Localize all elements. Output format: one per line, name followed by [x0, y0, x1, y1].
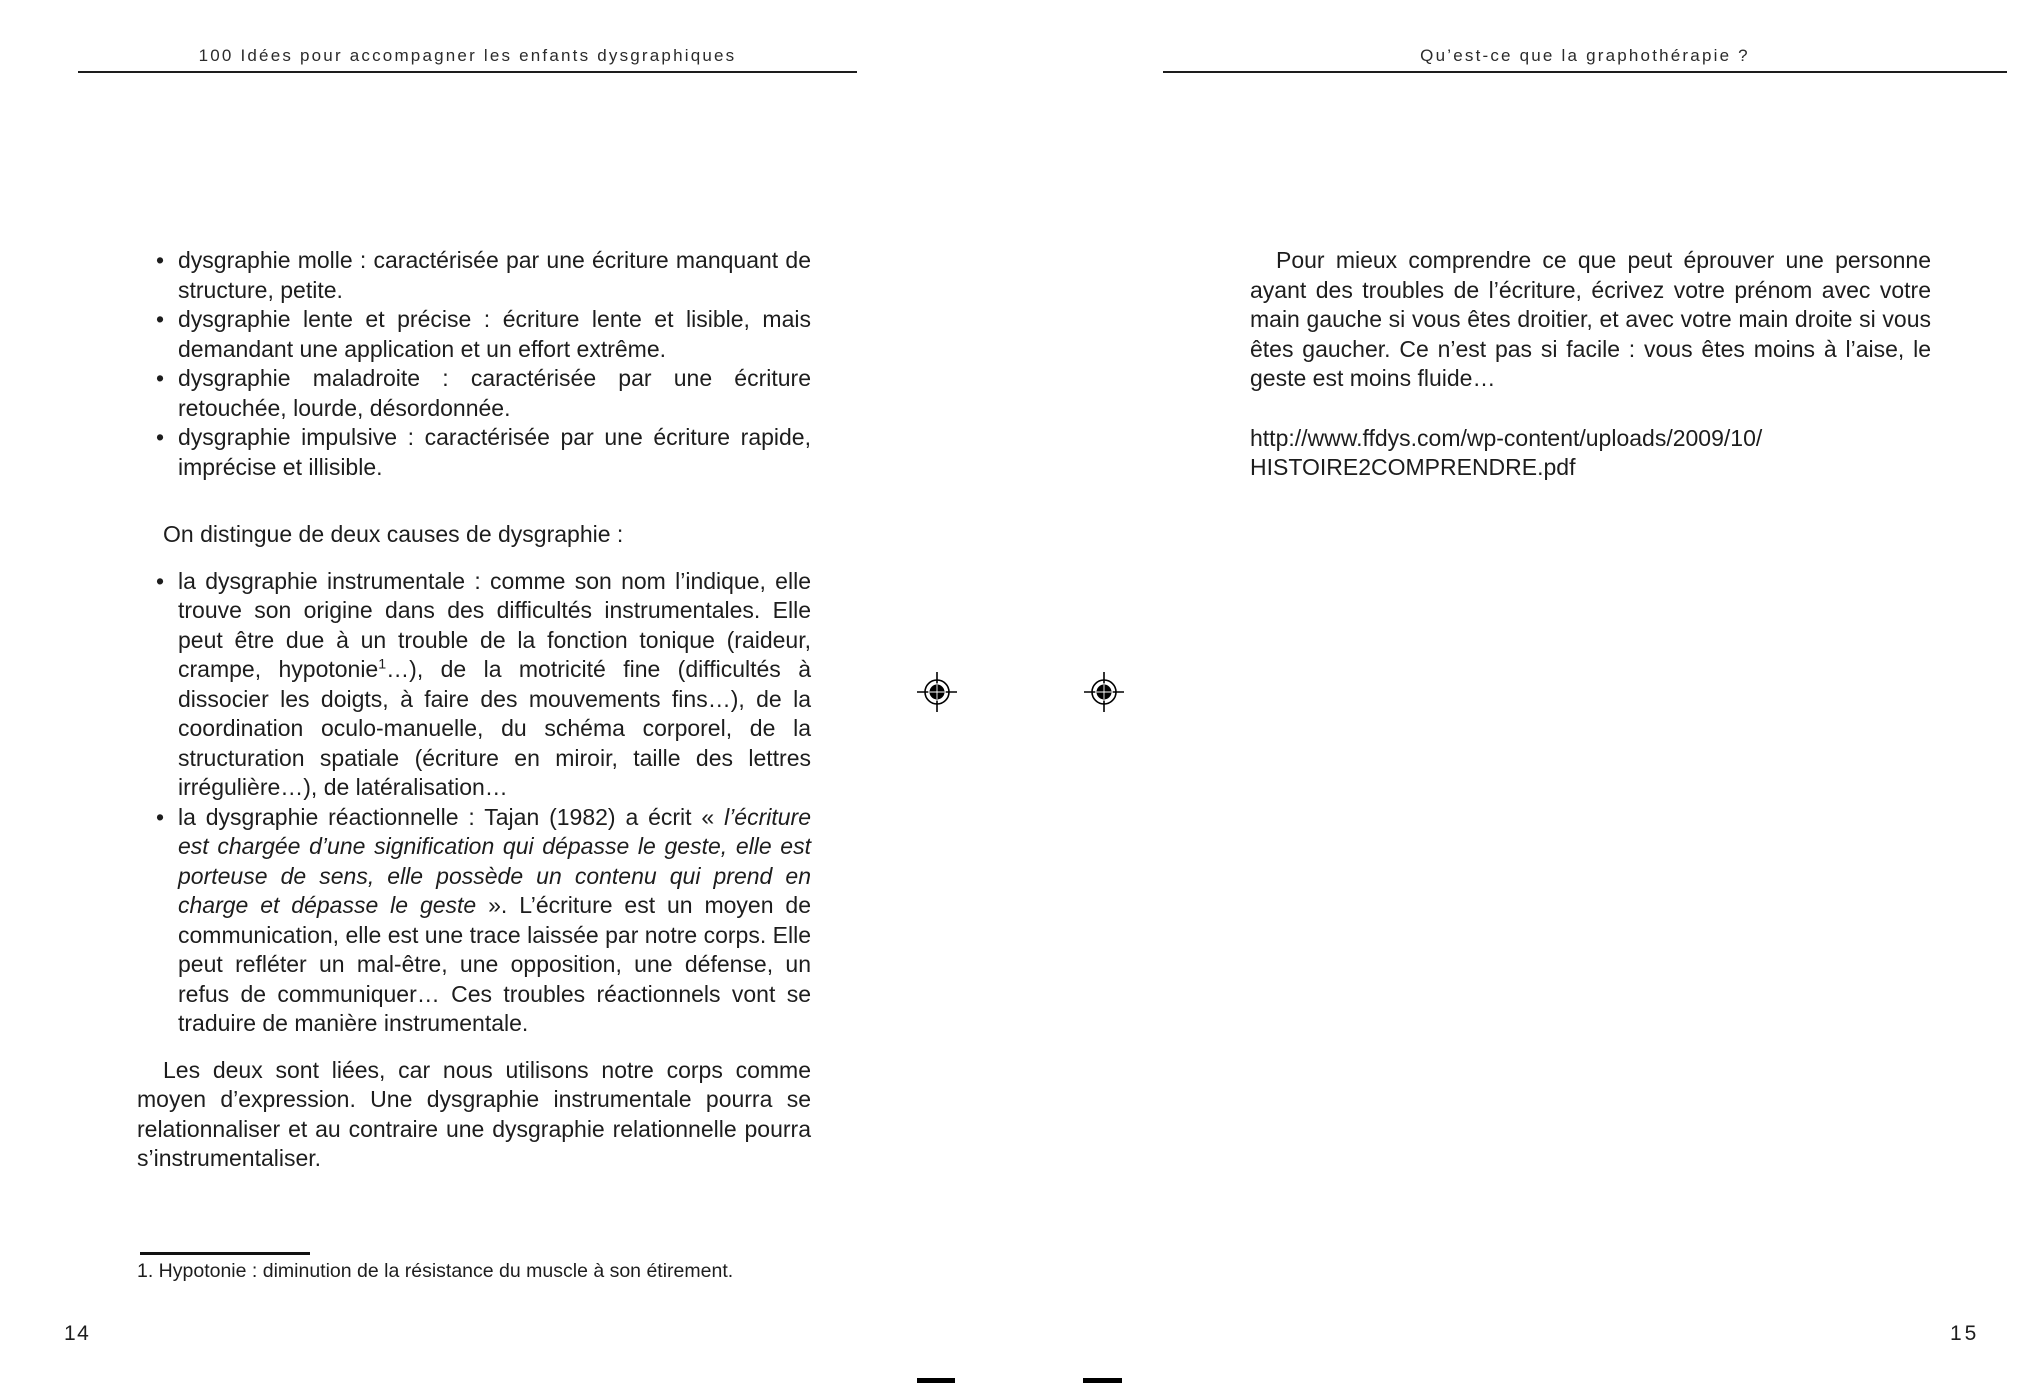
right-page-body [1250, 246, 1931, 483]
left-page-body [137, 246, 811, 1174]
list-item [178, 246, 811, 305]
footnote-separator [140, 1252, 310, 1255]
cause-instrumentale-text: la dysgraphie instrumentale : comme son nom l’indique, elle trouve son origine dans des difficultés instrumentales. Elle peut être due à un trouble de la fonction tonique (raideur, crampe, hypotonie [178, 567, 811, 682]
list-item-text: dysgraphie molle : caractérisée par une écriture manquant de structure, petite. [178, 247, 811, 303]
page-number-left: 14 [64, 1322, 91, 1345]
footnote-reference: 1 [378, 656, 387, 673]
running-head-rule-left [78, 71, 857, 73]
url-line-1: http://www.ffdys.com/wp-content/uploads/2009/10/ [1250, 424, 1763, 451]
list-item-text: dysgraphie lente et précise : écriture lente et lisible, mais demandant une application et un effort extrême. [178, 306, 811, 362]
page-number-right: 15 [1950, 1322, 1980, 1345]
list-item [178, 567, 811, 803]
reference-url [1250, 424, 1931, 483]
running-head-right: Qu’est-ce que la graphothérapie ? [1420, 46, 1750, 65]
dysgraphia-types-list [137, 246, 811, 482]
list-item [178, 803, 811, 1039]
list-item [178, 423, 811, 482]
trim-mark [917, 1378, 955, 1383]
intro-paragraph: On distingue de deux causes de dysgraphie : [163, 521, 624, 547]
cause-reactionnelle-text: la dysgraphie réactionnelle : Tajan (1982) a écrit « [178, 803, 725, 830]
running-head-rule-right [1163, 71, 2007, 73]
list-item-text: dysgraphie maladroite : caractérisée par une écriture retouchée, lourde, désordonnée. [178, 365, 811, 421]
running-head-left: 100 Idées pour accompagner les enfants dysgraphiques [198, 46, 737, 65]
registration-mark-icon [915, 670, 959, 714]
footnote: 1. Hypotonie : diminution de la résistance du muscle à son étirement. [137, 1260, 734, 1282]
trim-mark [1083, 1378, 1122, 1383]
list-item [178, 305, 811, 364]
closing-paragraph: Les deux sont liées, car nous utilisons notre corps comme moyen d’expression. Une dysgraphie instrumentale pourra se relationnaliser et au contraire une dysgraphie relationnelle pourra s’instrumentaliser. [137, 1056, 811, 1171]
dysgraphia-causes-list [137, 567, 811, 1039]
cause-reactionnelle-text-cont: ». L’écriture est un moyen de communication, elle est une trace laissée par notre corps. Elle peut refléter un mal-être, une opposition, une défense, un refus de communiquer… Ces troubles réactionnels vont se traduire de manière instrumentale. [178, 892, 811, 1036]
exercise-paragraph: Pour mieux comprendre ce que peut éprouver une personne ayant des troubles de l’écriture, écrivez votre prénom avec votre main gauche si vous êtes droitier, et avec votre main droite si vous êtes gaucher. Ce n’est pas si facile : vous êtes moins à l’aise, le geste est moins fluide… [1250, 247, 1931, 391]
registration-mark-icon [1082, 670, 1126, 714]
cause-instrumentale-text-cont: …), de la motricité fine (difficultés à dissocier les doigts, à faire des mouvements fins…), de la coordination oculo-manuelle, du schéma corporel, de la structuration spatiale (écriture en miroir, taille des lettres irrégulière…), de latéralisation… [178, 656, 811, 800]
quote-italic-text: l’écriture est chargée d’une signification qui dépasse le geste, elle est porteuse de sens, elle possède un contenu qui prend en charge et dépasse le geste [178, 803, 811, 918]
list-item-text: dysgraphie impulsive : caractérisée par une écriture rapide, imprécise et illisible. [178, 424, 811, 480]
list-item [178, 364, 811, 423]
url-line-2: HISTOIRE2COMPRENDRE.pdf [1250, 454, 1576, 480]
